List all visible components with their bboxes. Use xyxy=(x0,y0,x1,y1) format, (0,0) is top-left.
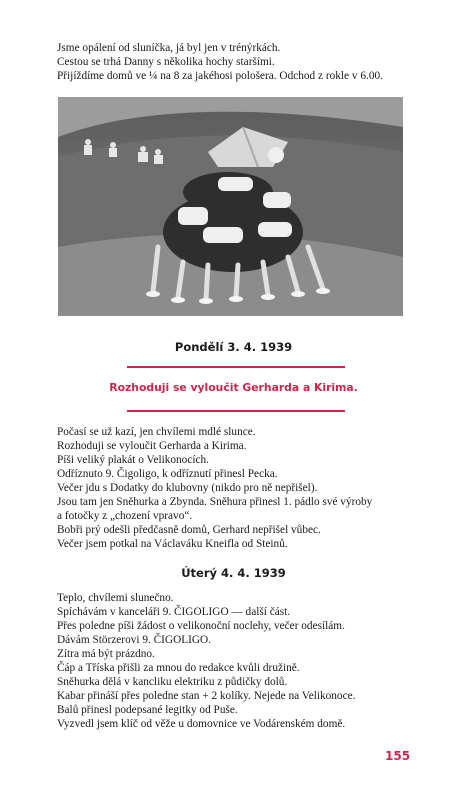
divider-top xyxy=(127,366,345,368)
text-line: Počasí se už kazí, jen chvílemi mdlé slunce. xyxy=(57,426,256,438)
photo-illustration xyxy=(58,97,403,316)
photo-human-pyramid xyxy=(58,97,403,316)
text-line: Večer jsem potkal na Václaváku Kneifla od Steinů. xyxy=(57,538,288,550)
text-line: Přes poledne píši žádost o velikonoční noclehy, večer odesílám. xyxy=(57,620,345,632)
day-heading-tuesday: Úterý 4. 4. 1939 xyxy=(181,566,286,580)
divider-bottom xyxy=(127,410,345,412)
text-line: Dávám Störzerovi 9. ČIGOLIGO. xyxy=(57,634,212,646)
text-line: Odříznuto 9. Čigoligo, k odříznutí přinesl Pecka. xyxy=(57,468,278,480)
monday-paragraph xyxy=(57,425,427,551)
subheading: Rozhoduji se vyloučit Gerharda a Kirima. xyxy=(109,381,358,394)
text-line: Čáp a Tříska přišli za mnou do redakce kvůli družině. xyxy=(57,662,300,674)
text-line: Píši veliký plakát o Velikonocích. xyxy=(57,454,209,466)
text-line: Kabar přináší přes poledne stan + 2 kolíky. Nejede na Velikonoce. xyxy=(57,690,356,702)
text-line: Přijíždíme domů ve ¼ na 8 za jakéhosi pološera. Odchod z rokle v 6.00. xyxy=(57,70,383,82)
text-line: Jsme opálení od sluníčka, já byl jen v trénýrkách. xyxy=(57,42,281,54)
text-line: Balů přinesl podepsané legitky od Puše. xyxy=(57,704,238,716)
day-heading-monday: Pondělí 3. 4. 1939 xyxy=(174,340,293,354)
text-line: Teplo, chvílemi slunečno. xyxy=(57,592,174,604)
text-line: Večer jdu s Dodatky do klubovny (nikdo pro ně nepřišel). xyxy=(57,482,318,494)
text-line: Sněhurka dělá v kancliku elektriku z půdičky dolů. xyxy=(57,676,288,688)
text-line: Vyzvedl jsem klíč od věže u domovnice ve Vodárenském domě. xyxy=(57,718,346,730)
text-line: Jsou tam jen Sněhurka a Zbynda. Sněhura přinesl 1. pádlo své výroby xyxy=(57,496,373,508)
page-number: 155 xyxy=(385,749,411,763)
text-line: Bobři prý odešli předčasně domů, Gerhard nepřišel vůbec. xyxy=(57,524,321,536)
text-line: Spíchávám v kanceláři 9. ČIGOLIGO — další část. xyxy=(57,606,291,618)
intro-paragraph xyxy=(57,41,427,83)
text-line: Rozhoduji se vyloučit Gerharda a Kirima. xyxy=(57,440,247,452)
text-line: Cestou se trhá Danny s několika hochy staršími. xyxy=(57,56,275,68)
text-line: a fotočky z „chození vpravo“. xyxy=(57,510,193,522)
text-line: Zítra má být prázdno. xyxy=(57,648,155,660)
tuesday-paragraph xyxy=(57,591,427,731)
